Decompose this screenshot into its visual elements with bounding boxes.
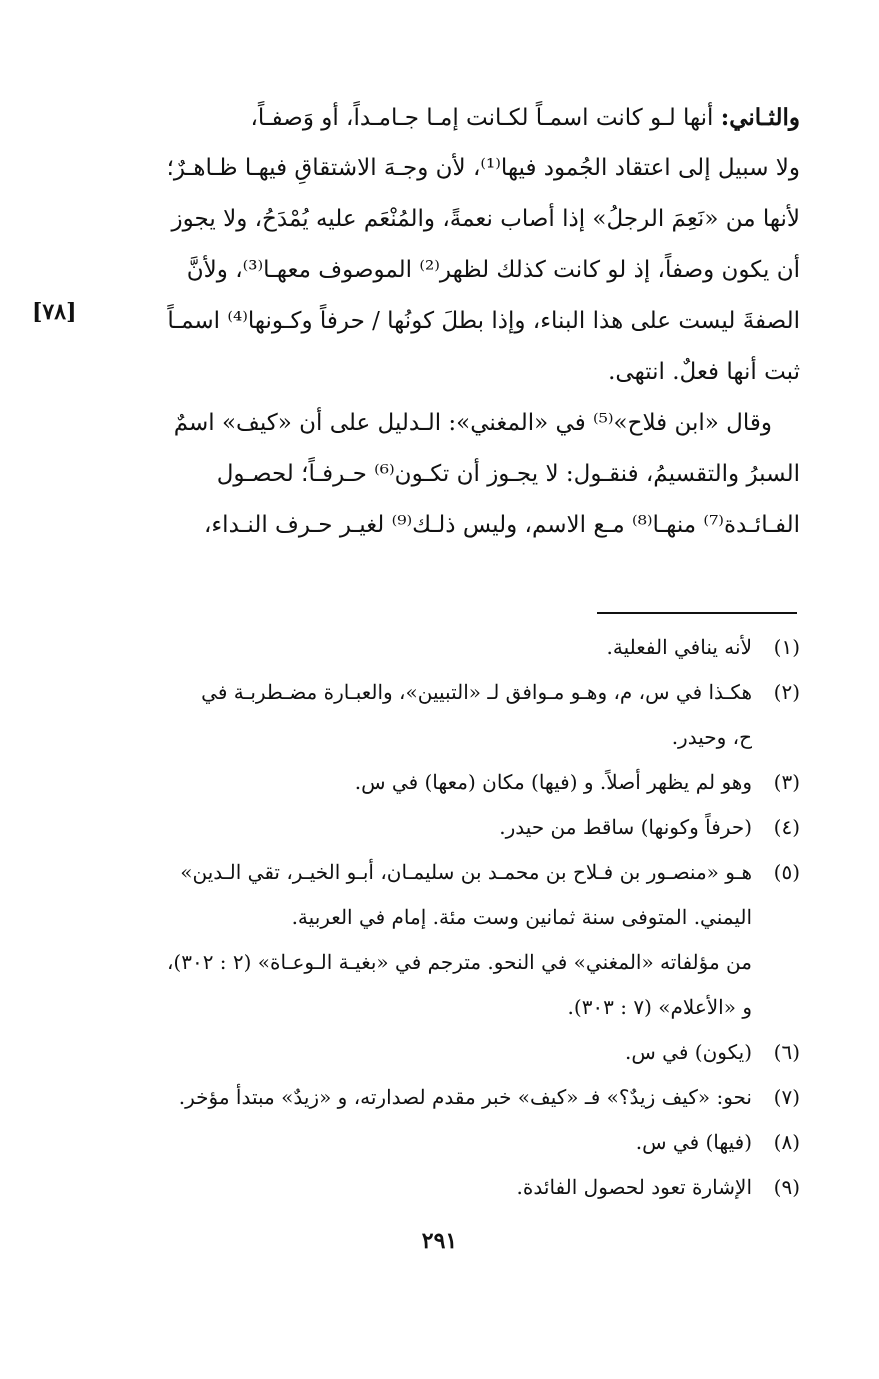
main-line-text: ولا سبيل إلى اعتقاد الجُمود فيها⁽¹⁾، لأن وجـهَ الاشتقاقِ فيهـا ظـاهـرٌ؛ — [166, 155, 800, 181]
footnote — [95, 670, 800, 760]
footnote — [95, 760, 800, 805]
footnote-line: هكـذا في س، م، وهـو مـوافق لـ «التبيين»، والعبـارة مضـطربـة في — [201, 680, 752, 704]
margin-marker: [٧٨] — [32, 299, 77, 325]
footnote-line: هـو «منصـور بن فـلاح بن محمـد بن سليمـان، أبـو الخيـر، تقي الـدين» — [180, 860, 752, 884]
section-lead: والثـاني: — [720, 104, 800, 131]
footnote-number: (٥) — [773, 860, 800, 884]
footnote-number: (٨) — [773, 1130, 800, 1154]
page-number: ٢٩١ — [421, 1228, 458, 1254]
footnote-body — [95, 1120, 752, 1165]
footnote-line: (فيها) في س. — [635, 1130, 752, 1154]
footnote-number: (٣) — [773, 770, 800, 794]
footnote-line: الإشارة تعود لحصول الفائدة. — [516, 1175, 752, 1199]
footnote-line: من مؤلفاته «المغني» في النحو. مترجم في «بغيـة الـوعـاة» (٢ : ٣٠٢)، — [166, 950, 752, 974]
main-line-text: ثبت أنها فعلٌ. انتهى. — [608, 359, 800, 385]
main-line — [100, 296, 800, 347]
main-text — [100, 92, 800, 551]
main-line-text: وقال «ابن فلاح»⁽⁵⁾ في «المغني»: الـدليل على أن «كيف» اسمٌ — [173, 410, 772, 436]
footnote-line: و «الأعلام» (٧ : ٣٠٣). — [567, 995, 752, 1019]
main-line — [100, 92, 800, 143]
footnote — [95, 1120, 800, 1165]
footnote-line: وهو لم يظهر أصلاً. و (فيها) مكان (معها) في س. — [354, 770, 752, 794]
footnote-number: (٤) — [773, 815, 800, 839]
main-line — [100, 194, 800, 245]
main-line — [100, 500, 800, 551]
footnote-body — [95, 1165, 752, 1210]
footnote-number: (٧) — [773, 1085, 800, 1109]
main-line — [100, 143, 800, 194]
footnote-body — [95, 805, 752, 850]
footnote-divider — [597, 612, 797, 614]
main-line-text: لأنها من «نَعِمَ الرجلُ» إذا أصاب نعمةً، والمُنْعَم عليه يُمْدَحُ، ولا يجوز — [171, 206, 800, 232]
main-line — [100, 347, 800, 398]
footnote-line: ح، وحيدر. — [671, 725, 752, 749]
footnote-body — [95, 625, 752, 670]
main-line-text: السبرُ والتقسيمُ، فنقـول: لا يجـوز أن تكـون⁽⁶⁾ حـرفـاً؛ لحصـول — [216, 461, 800, 487]
footnote — [95, 1075, 800, 1120]
footnote-line: (حرفاً وكونها) ساقط من حيدر. — [499, 815, 752, 839]
footnote — [95, 1165, 800, 1210]
footnote — [95, 805, 800, 850]
footnote-number: (٩) — [773, 1175, 800, 1199]
footnote-line: اليمني. المتوفى سنة ثمانين وست مئة. إمام في العربية. — [291, 905, 752, 929]
footnote-line: (يكون) في س. — [625, 1040, 752, 1064]
footnote-body — [95, 1030, 752, 1075]
main-line-text: الصفةَ ليست على هذا البناء، وإذا بطلَ كونُها / حرفاً وكـونها⁽⁴⁾ اسمـاً — [167, 308, 800, 334]
footnote-number: (٢) — [773, 680, 800, 704]
footnote-line: نحو: «كيف زيدٌ؟» فـ «كيف» خبر مقدم لصدارته، و «زيدٌ» مبتدأ مؤخر. — [178, 1085, 752, 1109]
footnote-line: لأنه ينافي الفعلية. — [606, 635, 752, 659]
footnote-body — [95, 670, 752, 760]
footnote-number: (١) — [773, 635, 800, 659]
main-line-text: الفـائـدة⁽⁷⁾ منهـا⁽⁸⁾ مـع الاسم، وليس ذلـك⁽⁹⁾ لغيـر حـرف النـداء، — [203, 512, 800, 538]
main-line-text: أنها لـو كانت اسمـاً لكـانت إمـا جـامـداً، أو وَصفـاً، — [250, 105, 721, 131]
footnote — [95, 850, 800, 1030]
footnote-body — [95, 1075, 752, 1120]
main-line-text: أن يكون وصفاً، إذ لو كانت كذلك لظهر⁽²⁾ الموصوف معهـا⁽³⁾، ولأنَّ — [186, 257, 800, 283]
footnote-body — [95, 850, 752, 1030]
footnotes — [95, 625, 800, 1210]
main-line — [100, 245, 800, 296]
footnote — [95, 625, 800, 670]
main-line — [100, 449, 800, 500]
footnote-number: (٦) — [773, 1040, 800, 1064]
footnote-body — [95, 760, 752, 805]
main-line — [100, 398, 800, 449]
footnote — [95, 1030, 800, 1075]
